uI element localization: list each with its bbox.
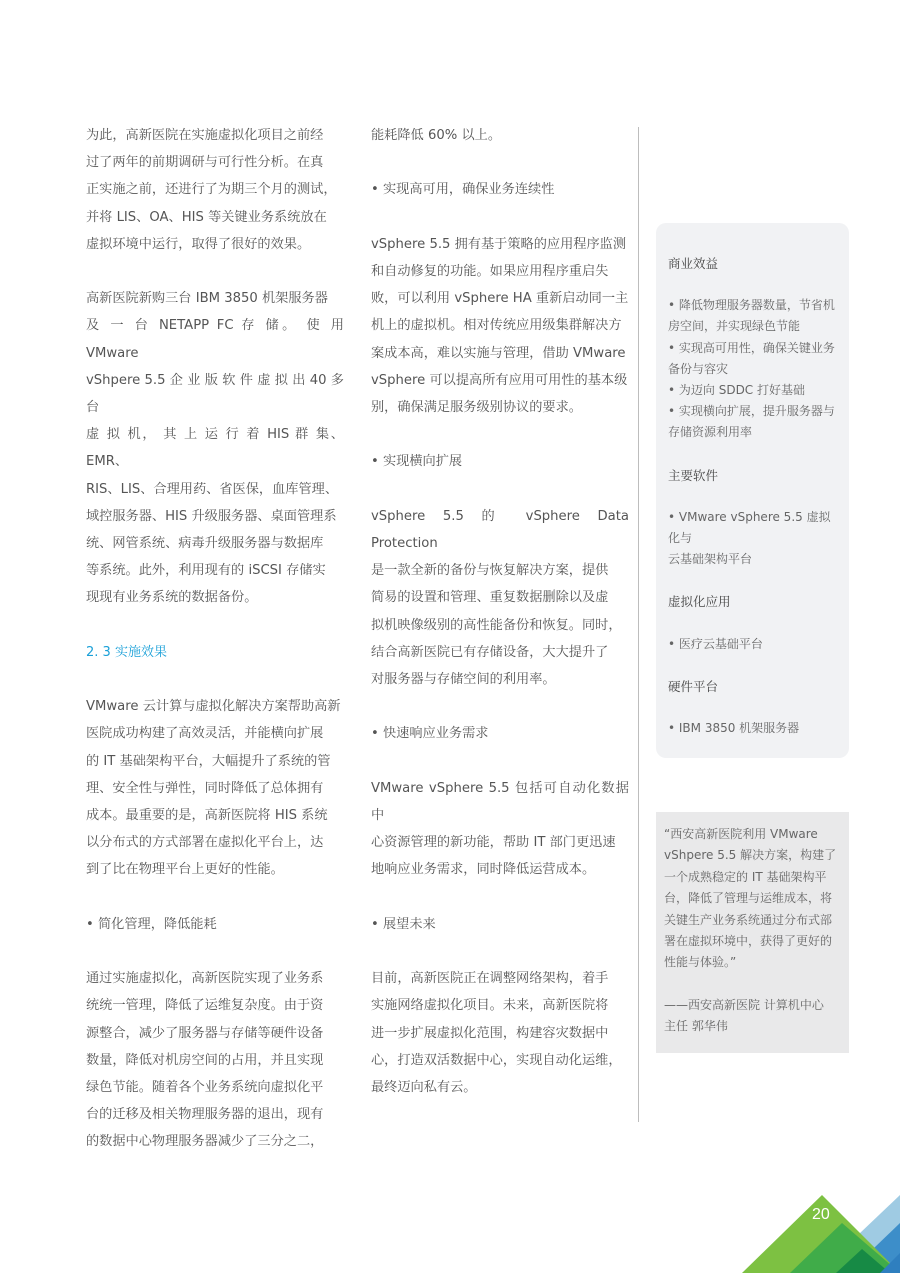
middle-column: [371, 122, 629, 1101]
section-title: 2. 3 实施效果: [86, 644, 167, 660]
bullet-heading: • 实现横向扩展: [371, 454, 463, 470]
quote-text: “西安高新医院利用 VMware vShpere 5.5 解决方案，构建了 一个成熟稳定的 IT 基础架构平 台，降低了管理与运维成本，将 关键生产业务系统通过分布式部 署在虚拟环境中，获得了更好的 性能与体验。”: [664, 827, 837, 970]
page-number: 20: [812, 1206, 830, 1223]
business-benefits-heading: 商业效益: [668, 256, 719, 271]
virtualized-apps-heading: 虚拟化应用: [668, 594, 731, 610]
business-benefits-list: • 降低物理服务器数量，节省机 房空间，并实现绿色节能 • 实现高可用性，确保关键业务 备份与容灾 • 为迈向 SDDC 打好基础 • 实现横向扩展，提升服务器与 存储资源利用率: [668, 298, 835, 440]
hardware-platform-list: • IBM 3850 机架服务器: [668, 721, 800, 736]
agility-paragraph: VMware vSphere 5.5 包括可自动化数据中 心资源管理的新功能，帮助 IT 部门更迅速 地响应业务需求，同时降低运营成本。: [371, 780, 629, 878]
left-column: [86, 122, 344, 1156]
main-software-list: • VMware vSphere 5.5 虚拟化与 云基础架构平台: [668, 509, 831, 567]
hardware-paragraph: 高新医院新购三台 IBM 3850 机架服务器 及 一 台 NETAPP FC 存 储。 使 用 VMware vShpere 5.5 企 业 版 软 件 虚 拟 出 40 多 台 虚 拟 机， 其 上 运 行 着 HIS 群 集、EMR、 RIS、LIS、合理用药、省医保，血库管理、 域控服务器、HIS 升级服务器、桌面管理系 统、网管系统、病毒升级服务器与数据库 等系统。此外，利用现有的 iSCSI 存储实 现现有业务系统的数据备份。: [86, 291, 344, 606]
scale-out-paragraph: vSphere 5.5 的 vSphere Data Protection 是一款全新的备份与恢复解决方案，提供 简易的设置和管理、重复数据删除以及虚 拟机映像级别的高性能备份和恢复。同时， 结合高新医院已有存储设备，大大提升了 对服务器与存储空间的利用率。: [371, 508, 629, 687]
continuation-paragraph: 能耗降低 60% 以上。: [371, 128, 502, 143]
results-paragraph: VMware 云计算与虚拟化解决方案帮助高新 医院成功构建了高效灵活，并能横向扩展 的 IT 基础架构平台，大幅提升了系统的管 理、安全性与弹性，同时降低了总体拥有 成本。最重要的是，高新医院将 HIS 系统 以分布式的方式部署在虚拟化平台上，达 到了比在物理平台上更好的性能。: [86, 699, 341, 878]
main-software-heading: 主要软件: [668, 467, 719, 483]
corner-triangles-decoration: [730, 1183, 900, 1273]
column-divider: [638, 127, 639, 1122]
bullet-heading: • 展望未来: [371, 916, 436, 932]
management-paragraph: 通过实施虚拟化，高新医院实现了业务系 统统一管理，降低了运维复杂度。由于资 源整合，减少了服务器与存储等硬件设备 数量，降低对机房空间的占用，并且实现 绿色节能。随着各个业务系统向虚拟化平 台的迁移及相关物理服务器的退出，现有 的数据中心物理服务器减少了三分之二，: [86, 971, 324, 1150]
intro-paragraph: 为此，高新医院在实施虚拟化项目之前经 过了两年的前期调研与可行性分析。在真 正实施之前，还进行了为期三个月的测试， 并将 LIS、OA、HIS 等关键业务系统放在 虚拟环境中运行，取得了很好的效果。: [86, 128, 337, 252]
quote-attribution: ——西安高新医院 计算机中心 主任 郭华伟: [664, 997, 824, 1034]
bullet-heading: • 简化管理，降低能耗: [86, 916, 217, 932]
hardware-platform-heading: 硬件平台: [668, 678, 719, 694]
future-paragraph: 目前，高新医院正在调整网络架构，着手 实施网络虚拟化项目。未来，高新医院将 进一步扩展虚拟化范围，构建容灾数据中 心，打造双活数据中心，实现自动化运维， 最终迈向私有云。: [371, 971, 622, 1095]
bullet-heading: • 实现高可用，确保业务连续性: [371, 182, 555, 198]
customer-quote: [656, 812, 849, 1053]
summary-panel: [656, 223, 849, 758]
bullet-heading: • 快速响应业务需求: [371, 726, 489, 742]
high-availability-paragraph: vSphere 5.5 拥有基于策略的应用程序监测 和自动修复的功能。如果应用程序重启失 败，可以利用 vSphere HA 重新启动同一主 机上的虚拟机。相对传统应用级集群解决方 案成本高，难以实施与管理，借助 VMware vSphere 可以提高所有应用可用性的基本级 别，确保满足服务级别协议的要求。: [371, 236, 629, 415]
virtualized-apps-list: • 医疗云基础平台: [668, 636, 763, 651]
